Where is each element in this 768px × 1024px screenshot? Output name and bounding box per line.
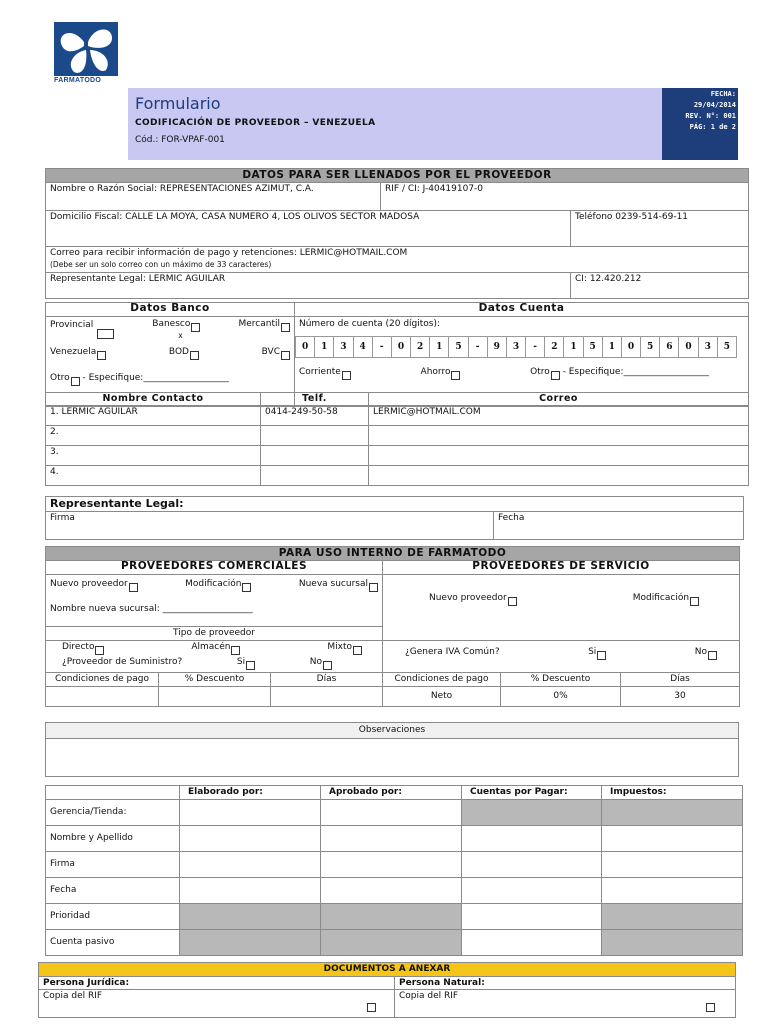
iva-si[interactable]: Si <box>588 647 606 660</box>
elaborado-header: Elaborado por: <box>180 786 321 800</box>
serv-nuevo-proveedor[interactable]: Nuevo proveedor <box>429 593 517 606</box>
bank-otro-checkbox[interactable] <box>71 377 80 386</box>
approval-cell[interactable] <box>602 826 743 852</box>
contact-phone-header: Telf. <box>261 393 369 406</box>
approval-row-label: Fecha <box>46 878 180 904</box>
account-number-label: Número de cuenta (20 dígitos): <box>299 319 441 329</box>
provider-section-title: DATOS PARA SER LLENADOS POR EL PROVEEDOR <box>46 169 749 183</box>
bank-venezuela[interactable]: Venezuela <box>50 347 106 360</box>
contact-phone[interactable]: 0414-249-50-58 <box>261 406 369 426</box>
page-number: PÁG: 1 de 2 <box>689 123 736 131</box>
account-digit-separator: - <box>526 337 545 358</box>
account-digit: 0 <box>296 337 315 358</box>
internal-use-table <box>45 546 740 707</box>
account-digit: 5 <box>583 337 602 358</box>
account-digits <box>295 336 737 358</box>
suministro-label: ¿Proveedor de Suministro? <box>62 657 183 667</box>
bank-bod[interactable]: BOD <box>169 347 199 360</box>
contact-name[interactable]: 1. LERMIC AGUILAR <box>46 406 261 426</box>
contact-email[interactable]: LERMIC@HOTMAIL.COM <box>369 406 749 426</box>
account-digit: 0 <box>621 337 640 358</box>
com-nuevo-proveedor[interactable]: Nuevo proveedor <box>50 579 138 592</box>
account-digit: 0 <box>391 337 410 358</box>
observaciones-title: Observaciones <box>46 723 739 739</box>
approval-cell-disabled <box>321 904 462 930</box>
rev-number: REV. N°: 001 <box>685 112 736 120</box>
approval-cell-disabled <box>180 930 321 956</box>
form-title: Formulario <box>135 94 221 113</box>
approval-row-label: Cuenta pasivo <box>46 930 180 956</box>
servicio-options <box>383 575 740 641</box>
ci-field[interactable]: CI: 12.420.212 <box>571 273 749 299</box>
account-digit: 4 <box>353 337 372 358</box>
logo-text: FARMATODO <box>54 77 102 84</box>
suministro-no[interactable]: No <box>310 657 332 670</box>
contact-email[interactable] <box>369 466 749 486</box>
juridica-copia-rif[interactable] <box>39 990 395 1018</box>
legal-rep-firma[interactable]: Firma <box>46 512 494 540</box>
serv-modificacion-checkbox[interactable] <box>690 597 699 606</box>
natural-copia-rif-label: Copia del RIF <box>399 991 459 1001</box>
approval-row-label: Nombre y Apellido <box>46 826 180 852</box>
account-digit-separator: - <box>468 337 487 358</box>
account-ahorro[interactable]: Ahorro <box>421 367 461 380</box>
correo-value: Correo para recibir información de pago y retenciones: LERMIC@HOTMAIL.COM <box>50 248 408 258</box>
account-digit: 3 <box>334 337 353 358</box>
approval-cell[interactable] <box>602 852 743 878</box>
account-digit: 2 <box>545 337 564 358</box>
serv-modificacion[interactable]: Modificación <box>633 593 699 606</box>
approval-cell[interactable] <box>462 826 602 852</box>
tipo-mixto[interactable]: Mixto <box>327 642 362 655</box>
farmatodo-logo <box>54 22 120 88</box>
juridica-copia-rif-label: Copia del RIF <box>43 991 103 1001</box>
domicilio-field[interactable]: Domicilio Fiscal: CALLE LA MOYA, CASA NUMERO 4, LOS OLIVOS SECTOR MADOSA <box>46 211 571 247</box>
serv-cond-pago-header: Condiciones de pago <box>383 673 501 687</box>
account-digit: 6 <box>660 337 679 358</box>
iva-si-checkbox[interactable] <box>597 651 606 660</box>
form-code: Cód.: FOR-VPAF-001 <box>135 135 225 145</box>
table-row <box>46 826 743 852</box>
aprobado-header: Aprobado por: <box>321 786 462 800</box>
approval-cell[interactable] <box>180 852 321 878</box>
natural-header: Persona Natural: <box>395 977 736 990</box>
table-row <box>46 426 749 446</box>
com-cond-pago-header: Condiciones de pago <box>46 673 159 687</box>
iva-no[interactable]: No <box>695 647 717 660</box>
table-row <box>46 852 743 878</box>
com-dias[interactable] <box>271 687 383 707</box>
observaciones-table <box>45 722 739 777</box>
contact-phone[interactable] <box>261 446 369 466</box>
account-digit: 1 <box>564 337 583 358</box>
serv-nuevo-checkbox[interactable] <box>508 597 517 606</box>
approval-row-label: Firma <box>46 852 180 878</box>
correo-field[interactable] <box>46 247 749 273</box>
serv-descuento-header: % Descuento <box>501 673 621 687</box>
rif-field[interactable]: RIF / CI: J-40419107-0 <box>381 183 749 211</box>
natural-rif-checkbox[interactable] <box>706 1003 715 1012</box>
approval-cell-disabled <box>462 800 602 826</box>
account-digit: 1 <box>602 337 621 358</box>
contact-name[interactable]: 3. <box>46 446 261 466</box>
approval-cell[interactable] <box>180 800 321 826</box>
approval-cell-disabled <box>602 800 743 826</box>
account-digit: 0 <box>679 337 698 358</box>
contact-name[interactable]: 4. <box>46 466 261 486</box>
comerciales-title: PROVEEDORES COMERCIALES <box>46 561 383 575</box>
com-dias-header: Días <box>271 673 383 687</box>
bank-bvc[interactable]: BVC <box>262 347 290 360</box>
serv-cond-pago[interactable]: Neto <box>383 687 501 707</box>
directo-checkbox[interactable] <box>95 646 104 655</box>
almacen-checkbox[interactable] <box>231 646 240 655</box>
telefono-field[interactable]: Teléfono 0239-514-69-11 <box>571 211 749 247</box>
contact-name-header: Nombre Contacto <box>46 393 261 406</box>
mixto-checkbox[interactable] <box>353 646 362 655</box>
contact-phone[interactable] <box>261 466 369 486</box>
suministro-no-checkbox[interactable] <box>323 661 332 670</box>
contact-phone[interactable] <box>261 426 369 446</box>
com-sucursal-checkbox[interactable] <box>369 583 378 592</box>
banesco-checkbox[interactable] <box>191 323 200 332</box>
corriente-checkbox[interactable] <box>342 371 351 380</box>
contact-name[interactable]: 2. <box>46 426 261 446</box>
razon-social-field[interactable]: Nombre o Razón Social: REPRESENTACIONES AZIMUT, C.A. <box>46 183 381 211</box>
venezuela-checkbox[interactable] <box>97 351 106 360</box>
com-cond-pago[interactable] <box>46 687 159 707</box>
bank-otro[interactable]: Otro - Especifique:___________________ <box>50 373 290 386</box>
approval-table <box>45 785 743 956</box>
observaciones-field[interactable] <box>46 739 739 777</box>
comerciales-options <box>46 575 383 627</box>
approval-cell[interactable] <box>462 930 602 956</box>
suministro-si-checkbox[interactable] <box>246 661 255 670</box>
approval-cell[interactable] <box>602 878 743 904</box>
account-digit: 9 <box>487 337 506 358</box>
tipo-proveedor-label: Tipo de proveedor <box>46 627 383 641</box>
account-especifique: - Especifique:___________________ <box>562 367 709 377</box>
serv-descuento[interactable]: 0% <box>501 687 621 707</box>
account-digit: 3 <box>698 337 717 358</box>
approval-cell-disabled <box>602 904 743 930</box>
table-row <box>46 466 749 486</box>
bvc-checkbox[interactable] <box>281 351 290 360</box>
bod-checkbox[interactable] <box>190 351 199 360</box>
approval-cell[interactable] <box>462 852 602 878</box>
suministro-si[interactable]: Si <box>237 657 255 670</box>
legal-rep-title: Representante Legal: <box>46 497 744 512</box>
approval-cell-disabled <box>602 930 743 956</box>
nombre-nueva-sucursal[interactable]: Nombre nueva sucursal: ____________________ <box>50 604 253 614</box>
mercantil-checkbox[interactable] <box>281 323 290 332</box>
approval-cell[interactable] <box>321 852 462 878</box>
form-subtitle: CODIFICACIÓN DE PROVEEDOR – VENEZUELA <box>135 118 376 128</box>
impuestos-header: Impuestos: <box>602 786 743 800</box>
table-row <box>46 800 743 826</box>
serv-dias-header: Días <box>621 673 740 687</box>
approval-corner <box>46 786 180 800</box>
approval-cell[interactable] <box>462 878 602 904</box>
table-row <box>46 930 743 956</box>
contact-email[interactable] <box>369 446 749 466</box>
bank-mercantil[interactable]: Mercantil <box>238 319 290 332</box>
account-digit-separator: - <box>372 337 391 358</box>
iva-no-checkbox[interactable] <box>708 651 717 660</box>
account-corriente[interactable]: Corriente <box>299 367 351 380</box>
internal-section-title: PARA USO INTERNO DE FARMATODO <box>46 547 740 561</box>
annex-table <box>38 962 736 1018</box>
bank-banesco[interactable]: Banesco x <box>152 319 200 340</box>
provider-data-table <box>45 168 749 299</box>
approval-row-label: Prioridad <box>46 904 180 930</box>
com-descuento[interactable] <box>159 687 271 707</box>
contact-email-header: Correo <box>369 393 749 406</box>
approval-cell-disabled <box>321 930 462 956</box>
datos-banco-title: Datos Banco <box>46 303 295 317</box>
juridica-header: Persona Jurídica: <box>39 977 395 990</box>
com-nueva-sucursal[interactable]: Nueva sucursal <box>299 579 378 592</box>
table-row <box>46 406 749 426</box>
banesco-mark: x <box>178 331 183 340</box>
servicio-title: PROVEEDORES DE SERVICIO <box>383 561 740 575</box>
approval-cell[interactable] <box>321 826 462 852</box>
com-modificacion-checkbox[interactable] <box>242 583 251 592</box>
ahorro-checkbox[interactable] <box>451 371 460 380</box>
datos-cuenta-title: Datos Cuenta <box>295 303 749 317</box>
com-descuento-header: % Descuento <box>159 673 271 687</box>
account-digit: 1 <box>315 337 334 358</box>
account-digit: 5 <box>449 337 468 358</box>
account-otro-checkbox[interactable] <box>551 371 560 380</box>
approval-cell[interactable] <box>321 878 462 904</box>
natural-copia-rif[interactable] <box>395 990 736 1018</box>
header-band <box>128 88 662 160</box>
iva-options <box>383 641 740 673</box>
header-date-box <box>662 88 738 160</box>
tipo-proveedor-options <box>46 641 383 673</box>
account-digit: 1 <box>430 337 449 358</box>
legal-rep-table <box>45 496 744 540</box>
approval-cell-disabled <box>180 904 321 930</box>
table-row <box>46 878 743 904</box>
iva-label: ¿Genera IVA Común? <box>405 647 500 657</box>
contact-email[interactable] <box>369 426 749 446</box>
tipo-directo[interactable]: Directo <box>62 642 104 655</box>
approval-cell[interactable] <box>180 878 321 904</box>
approval-cell[interactable] <box>321 800 462 826</box>
approval-cell[interactable] <box>462 904 602 930</box>
com-modificacion[interactable]: Modificación <box>185 579 251 592</box>
juridica-rif-checkbox[interactable] <box>367 1003 376 1012</box>
approval-row-label: Gerencia/Tienda: <box>46 800 180 826</box>
table-row <box>46 446 749 466</box>
fecha-value: 29/04/2014 <box>693 101 736 109</box>
account-otro[interactable]: Otro - Especifique:___________________ <box>530 367 709 380</box>
account-digit: 2 <box>411 337 430 358</box>
annex-title: DOCUMENTOS A ANEXAR <box>39 963 736 977</box>
account-digit: 5 <box>717 337 736 358</box>
bank-especifique: - Especifique:___________________ <box>82 373 229 383</box>
account-digit: 5 <box>641 337 660 358</box>
fecha-label: FECHA: <box>710 90 736 98</box>
representante-field[interactable]: Representante Legal: LERMIC AGUILAR <box>46 273 571 299</box>
table-row <box>46 904 743 930</box>
approval-cell[interactable] <box>180 826 321 852</box>
serv-dias[interactable]: 30 <box>621 687 740 707</box>
bank-provincial[interactable]: Provincial <box>50 319 114 339</box>
com-nuevo-checkbox[interactable] <box>129 583 138 592</box>
tipo-almacen[interactable]: Almacén <box>191 642 240 655</box>
account-digit: 3 <box>506 337 525 358</box>
legal-rep-fecha[interactable]: Fecha <box>494 512 744 540</box>
cuentas-pagar-header: Cuentas por Pagar: <box>462 786 602 800</box>
correo-note: (Debe ser un solo correo con un máximo de 33 caracteres) <box>50 260 272 269</box>
provincial-checkbox[interactable] <box>97 329 114 339</box>
contacts-table <box>45 392 749 486</box>
